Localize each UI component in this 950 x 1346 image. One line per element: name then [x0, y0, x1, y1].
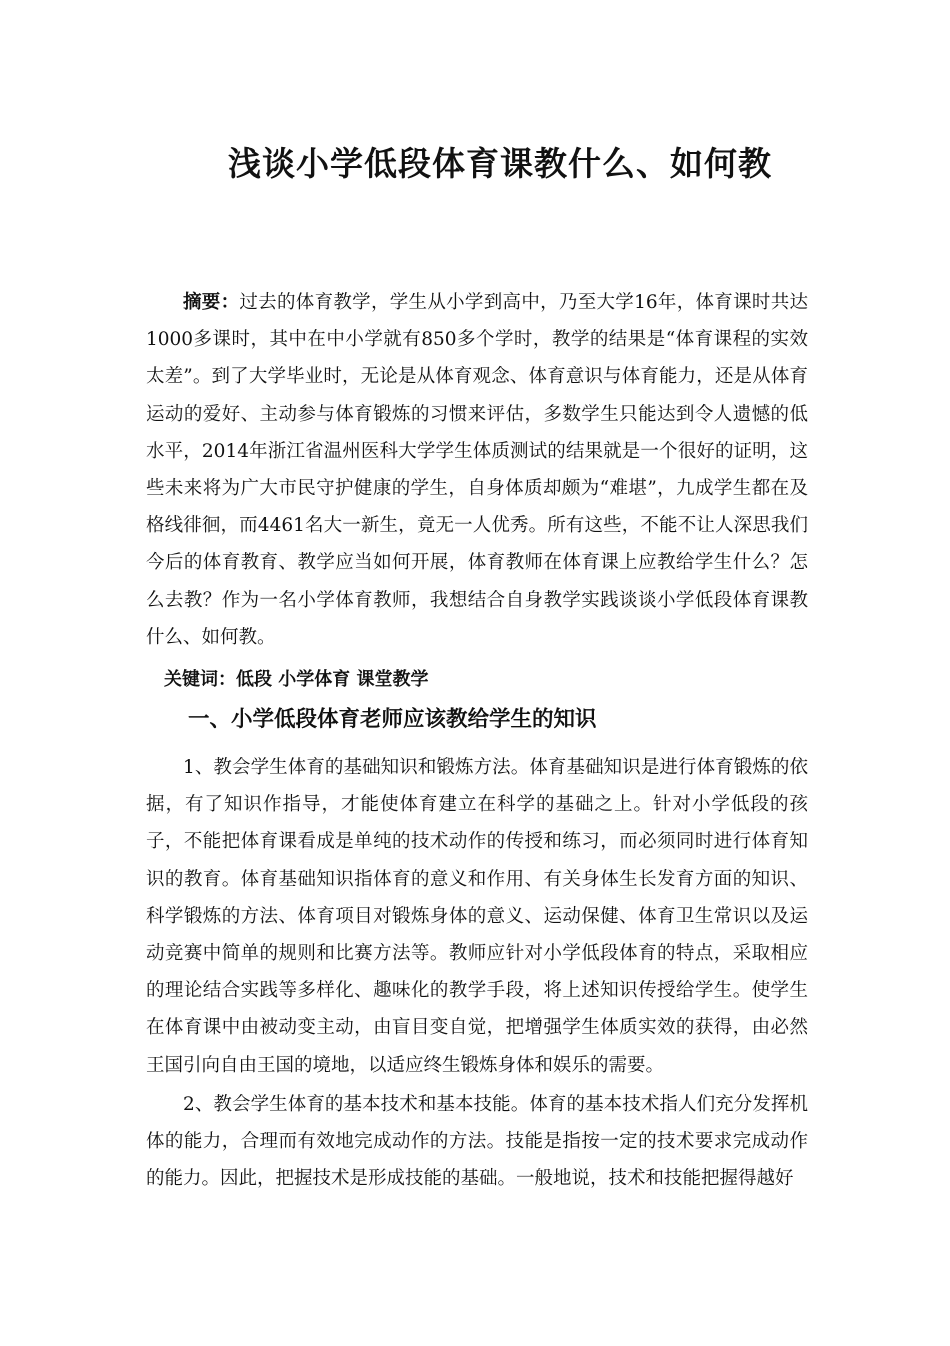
section-heading: 一、小学低段体育老师应该教给学生的知识	[188, 707, 597, 732]
document-title: 浅谈小学低段体育课教什么、如何教	[228, 144, 772, 183]
abstract-label: 摘要：	[183, 292, 240, 313]
abstract-text: 过去的体育教学，学生从小学到高中，乃至大学16年，体育课时共达1000多课时，其中在中小学就有850多个学时，教学的结果是“体育课程的实效太差”。到了大学毕业时，无论是从体育观念、体育意识与体育能力，还是从体育运动的爱好、主动参与体育锻炼的习惯来评估，多数学生只能达到令人遗憾的低水平，2014年浙江省温州医科大学学生体质测试的结果就是一个很好的证明，这些未来将为广大市民守护健康的学生，自身体质却颇为“难堪”，九成学生都在及格线徘徊，而4461名大一新生，竟无一人优秀。所有这些，不能不让人深思我们今后的体育教育、教学应当如何开展，体育教师在体育课上应教给学生什么？怎么去教？作为一名小学体育教师，我想结合自身教学实践谈谈小学低段体育课教什么、如何教。	[146, 292, 808, 648]
body-paragraph-1: 1、教会学生体育的基础知识和锻炼方法。体育基础知识是进行体育锻炼的依据，有了知识作指导，才能使体育建立在科学的基础之上。针对小学低段的孩子，不能把体育课看成是单纯的技术动作的传授和练习，而必须同时进行体育知识的教育。体育基础知识指体育的意义和作用、有关身体生长发育方面的知识、科学锻炼的方法、体育项目对锻炼身体的意义、运动保健、体育卫生常识以及运动竞赛中简单的规则和比赛方法等。教师应针对小学低段体育的特点，采取相应的理论结合实践等多样化、趣味化的教学手段，将上述知识传授给学生。使学生在体育课中由被动变主动，由盲目变自觉，把增强学生体质实效的获得，由必然王国引向自由王国的境地，以适应终生锻炼身体和娱乐的需要。	[146, 757, 808, 1076]
keywords-line: 关键词：低段 小学体育 课堂教学	[164, 669, 429, 690]
body-paragraph-2: 2、教会学生体育的基本技术和基本技能。体育的基本技术指人们充分发挥机体的能力，合理而有效地完成动作的方法。技能是指按一定的技术要求完成动作的能力。因此，把握技术是形成技能的基础。一般地说，技术和技能把握得越好	[146, 1094, 808, 1190]
abstract-paragraph	[146, 284, 808, 656]
